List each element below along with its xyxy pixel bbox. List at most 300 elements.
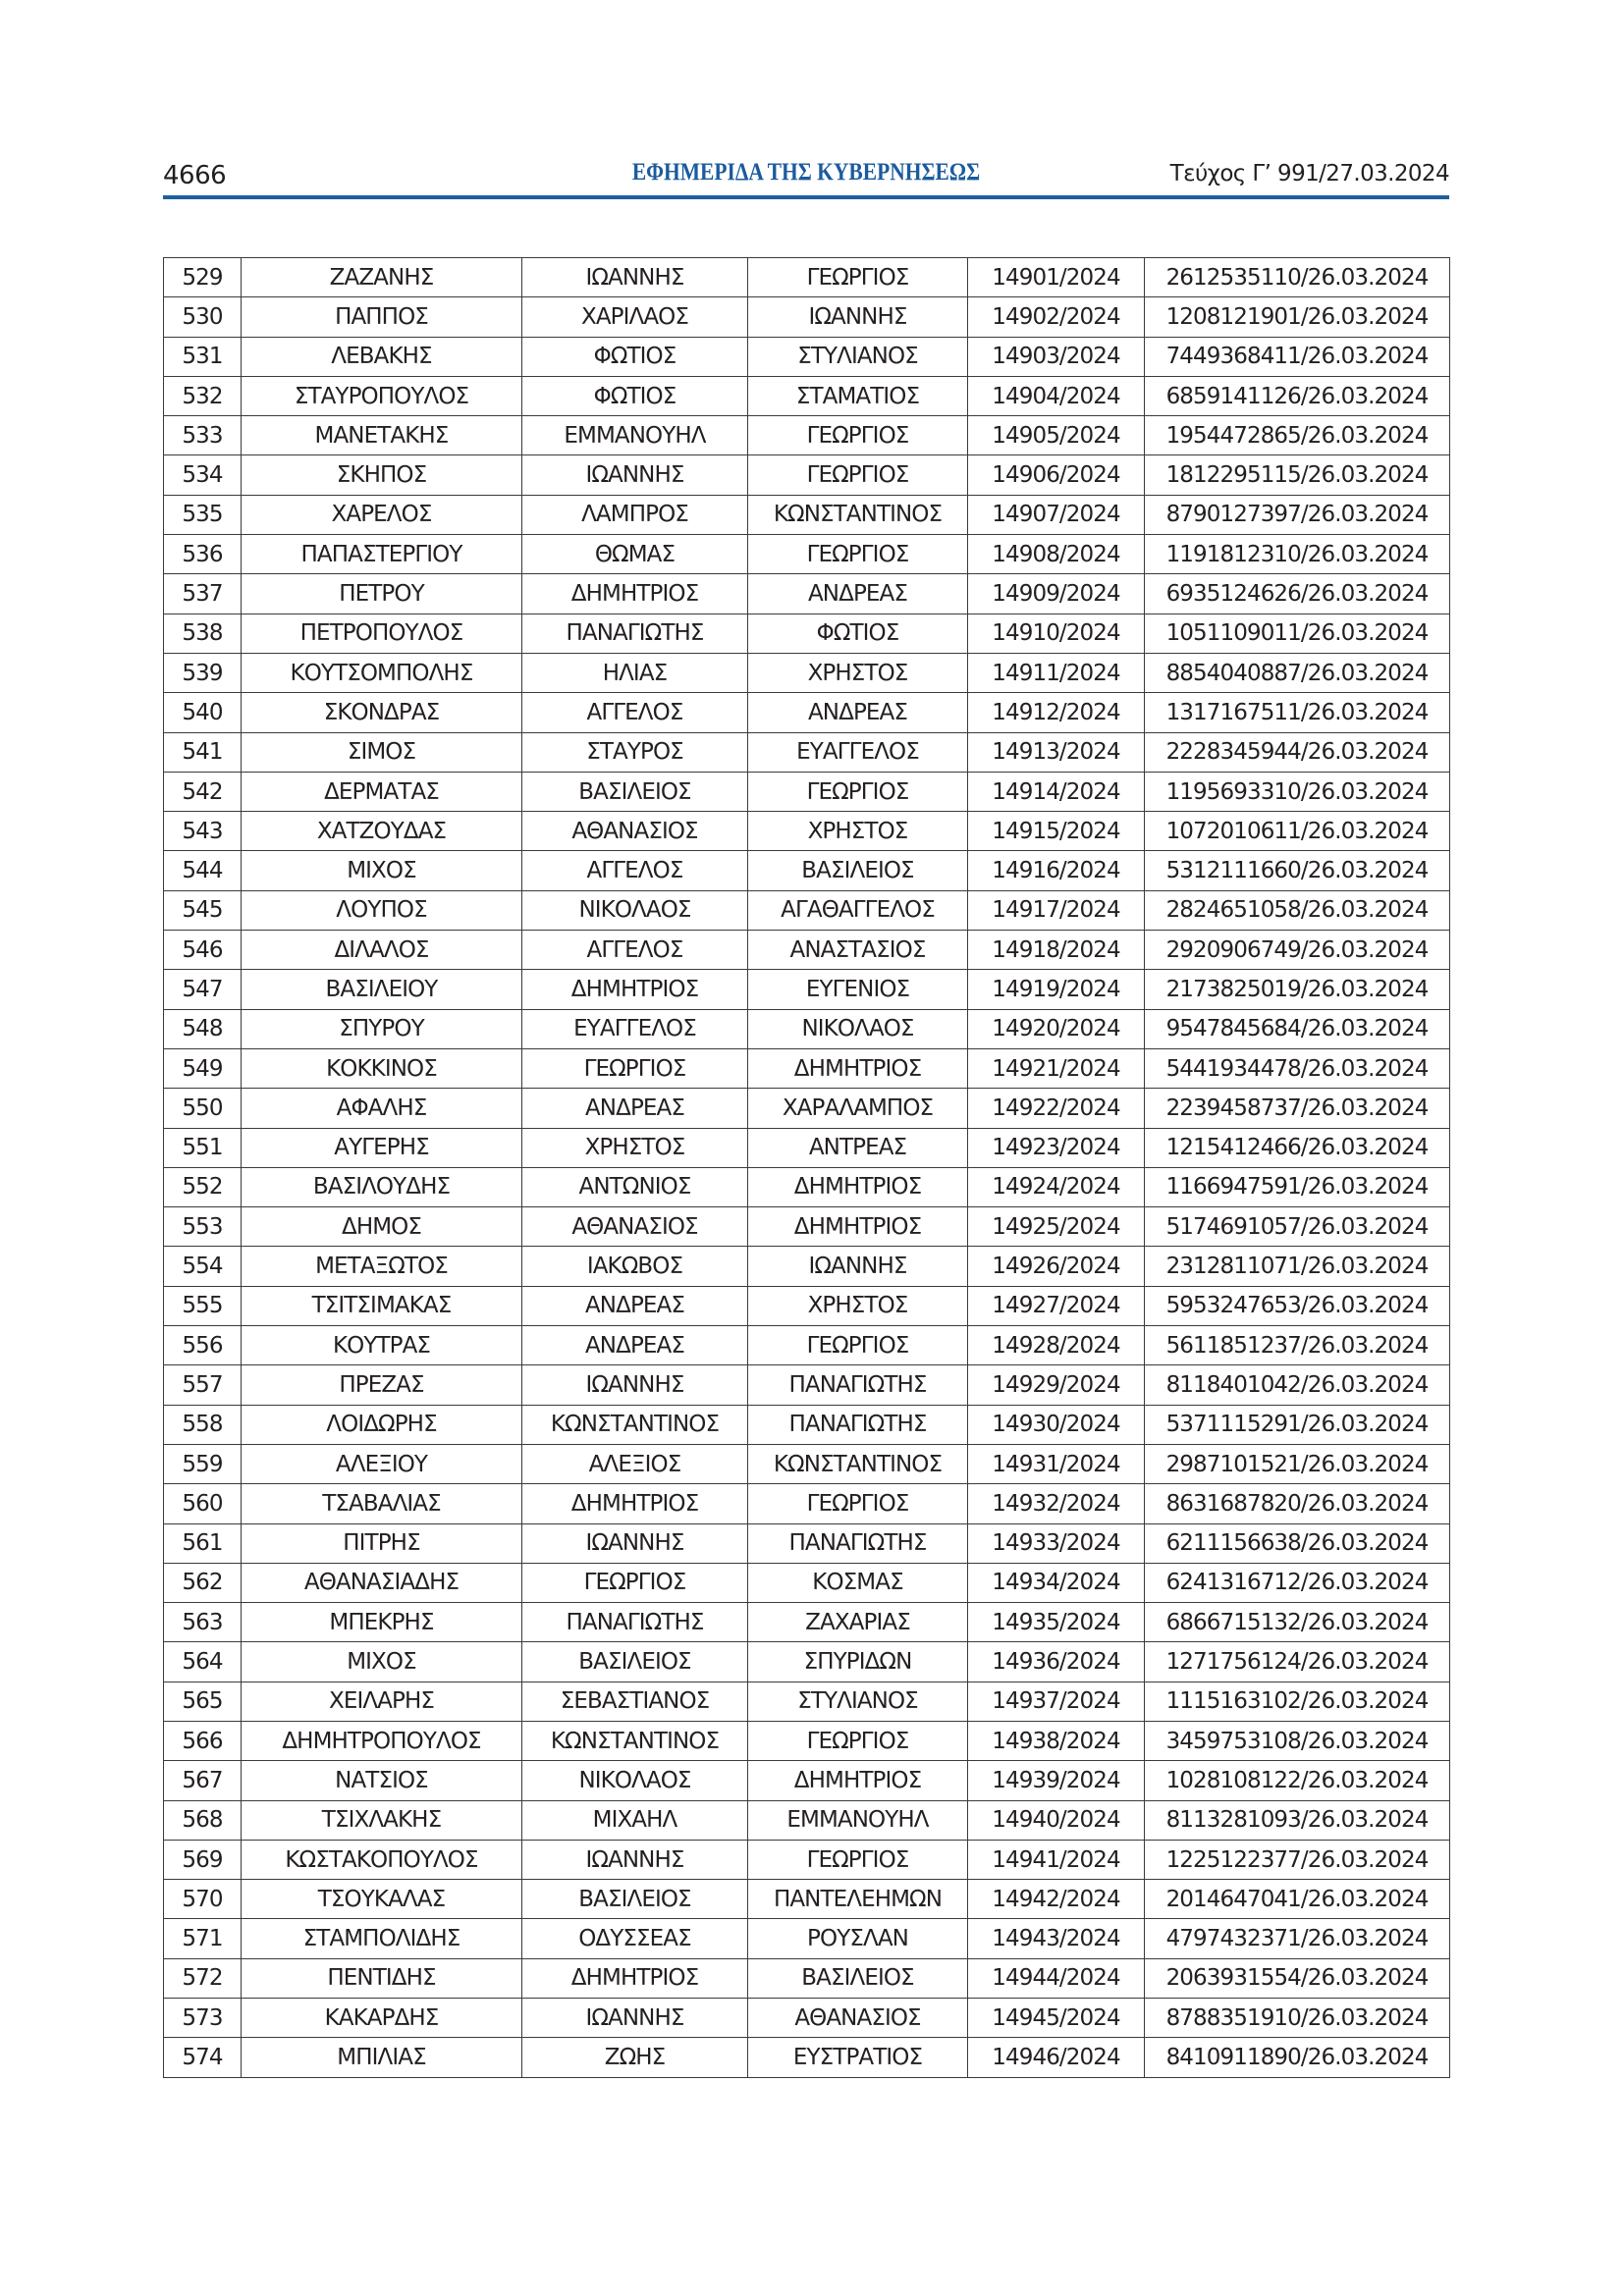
- reference-code-cell: 2312811071/26.03.2024: [1145, 1247, 1450, 1286]
- row-number-cell: 563: [164, 1603, 242, 1642]
- father-name-cell: ΚΩΝΣΤΑΝΤΙΝΟΣ: [748, 495, 968, 534]
- table-row: [164, 812, 1450, 851]
- surname-cell: ΠΑΠΠΟΣ: [242, 297, 522, 337]
- row-number-cell: 570: [164, 1880, 242, 1919]
- surname-cell: ΠΕΤΡΟΠΟΥΛΟΣ: [242, 614, 522, 653]
- reference-code-cell: 1271756124/26.03.2024: [1145, 1642, 1450, 1682]
- first-name-cell: ΠΑΝΑΓΙΩΤΗΣ: [522, 614, 748, 653]
- reference-code-cell: 5611851237/26.03.2024: [1145, 1326, 1450, 1365]
- first-name-cell: ΑΘΑΝΑΣΙΟΣ: [522, 1207, 748, 1247]
- row-number-cell: 566: [164, 1721, 242, 1760]
- table-row: [164, 851, 1450, 890]
- protocol-number-cell: 14908/2024: [968, 535, 1145, 574]
- surname-cell: ΜΙΧΟΣ: [242, 1642, 522, 1682]
- table-row: [164, 297, 1450, 337]
- row-number-cell: 565: [164, 1682, 242, 1721]
- first-name-cell: ΘΩΜΑΣ: [522, 535, 748, 574]
- protocol-number-cell: 14944/2024: [968, 1958, 1145, 1998]
- first-name-cell: ΙΩΑΝΝΗΣ: [522, 455, 748, 495]
- row-number-cell: 538: [164, 614, 242, 653]
- table-row: [164, 1603, 1450, 1642]
- protocol-number-cell: 14926/2024: [968, 1247, 1145, 1286]
- surname-cell: ΜΠΕΚΡΗΣ: [242, 1603, 522, 1642]
- row-number-cell: 541: [164, 732, 242, 772]
- protocol-number-cell: 14932/2024: [968, 1484, 1145, 1523]
- surname-cell: ΜΕΤΑΞΩΤΟΣ: [242, 1247, 522, 1286]
- father-name-cell: ΑΝΑΣΤΑΣΙΟΣ: [748, 931, 968, 970]
- surname-cell: ΣΠΥΡΟΥ: [242, 1009, 522, 1048]
- reference-code-cell: 2228345944/26.03.2024: [1145, 732, 1450, 772]
- row-number-cell: 545: [164, 890, 242, 930]
- protocol-number-cell: 14940/2024: [968, 1800, 1145, 1840]
- first-name-cell: ΔΗΜΗΤΡΙΟΣ: [522, 970, 748, 1009]
- table-row: [164, 1247, 1450, 1286]
- table-row: [164, 416, 1450, 455]
- first-name-cell: ΙΩΑΝΝΗΣ: [522, 1365, 748, 1405]
- row-number-cell: 571: [164, 1919, 242, 1958]
- father-name-cell: ΓΕΩΡΓΙΟΣ: [748, 772, 968, 811]
- table-row: [164, 1167, 1450, 1206]
- row-number-cell: 558: [164, 1405, 242, 1444]
- protocol-number-cell: 14905/2024: [968, 416, 1145, 455]
- first-name-cell: ΔΗΜΗΤΡΙΟΣ: [522, 574, 748, 614]
- reference-code-cell: 2063931554/26.03.2024: [1145, 1958, 1450, 1998]
- surname-cell: ΣΤΑΥΡΟΠΟΥΛΟΣ: [242, 376, 522, 415]
- table-row: [164, 653, 1450, 692]
- father-name-cell: ΓΕΩΡΓΙΟΣ: [748, 1721, 968, 1760]
- table-row: [164, 1642, 1450, 1682]
- first-name-cell: ΑΘΑΝΑΣΙΟΣ: [522, 812, 748, 851]
- protocol-number-cell: 14923/2024: [968, 1128, 1145, 1167]
- reference-code-cell: 1072010611/26.03.2024: [1145, 812, 1450, 851]
- first-name-cell: ΒΑΣΙΛΕΙΟΣ: [522, 1880, 748, 1919]
- reference-code-cell: 8790127397/26.03.2024: [1145, 495, 1450, 534]
- reference-code-cell: 5371115291/26.03.2024: [1145, 1405, 1450, 1444]
- protocol-number-cell: 14931/2024: [968, 1444, 1145, 1483]
- row-number-cell: 552: [164, 1167, 242, 1206]
- surname-cell: ΠΕΤΡΟΥ: [242, 574, 522, 614]
- first-name-cell: ΦΩΤΙΟΣ: [522, 337, 748, 376]
- father-name-cell: ΠΑΝΑΓΙΩΤΗΣ: [748, 1365, 968, 1405]
- father-name-cell: ΠΑΝΑΓΙΩΤΗΣ: [748, 1405, 968, 1444]
- protocol-number-cell: 14935/2024: [968, 1603, 1145, 1642]
- row-number-cell: 530: [164, 297, 242, 337]
- table-row: [164, 1326, 1450, 1365]
- protocol-number-cell: 14904/2024: [968, 376, 1145, 415]
- table-row: [164, 1523, 1450, 1563]
- father-name-cell: ΓΕΩΡΓΙΟΣ: [748, 1840, 968, 1879]
- row-number-cell: 549: [164, 1048, 242, 1088]
- protocol-number-cell: 14909/2024: [968, 574, 1145, 614]
- row-number-cell: 544: [164, 851, 242, 890]
- surname-cell: ΛΕΒΑΚΗΣ: [242, 337, 522, 376]
- protocol-number-cell: 14946/2024: [968, 2038, 1145, 2077]
- row-number-cell: 534: [164, 455, 242, 495]
- reference-code-cell: 6866715132/26.03.2024: [1145, 1603, 1450, 1642]
- first-name-cell: ΖΩΗΣ: [522, 2038, 748, 2077]
- father-name-cell: ΒΑΣΙΛΕΙΟΣ: [748, 851, 968, 890]
- protocol-number-cell: 14903/2024: [968, 337, 1145, 376]
- reference-code-cell: 1195693310/26.03.2024: [1145, 772, 1450, 811]
- first-name-cell: ΑΝΔΡΕΑΣ: [522, 1089, 748, 1128]
- protocol-number-cell: 14928/2024: [968, 1326, 1145, 1365]
- page-header: [163, 157, 1449, 198]
- father-name-cell: ΑΝΔΡΕΑΣ: [748, 693, 968, 732]
- row-number-cell: 536: [164, 535, 242, 574]
- row-number-cell: 572: [164, 1958, 242, 1998]
- father-name-cell: ΓΕΩΡΓΙΟΣ: [748, 416, 968, 455]
- protocol-number-cell: 14934/2024: [968, 1563, 1145, 1602]
- first-name-cell: ΣΤΑΥΡΟΣ: [522, 732, 748, 772]
- reference-code-cell: 8854040887/26.03.2024: [1145, 653, 1450, 692]
- reference-code-cell: 1115163102/26.03.2024: [1145, 1682, 1450, 1721]
- protocol-number-cell: 14941/2024: [968, 1840, 1145, 1879]
- surname-cell: ΑΘΑΝΑΣΙΑΔΗΣ: [242, 1563, 522, 1602]
- protocol-number-cell: 14906/2024: [968, 455, 1145, 495]
- surname-cell: ΠΑΠΑΣΤΕΡΓΙΟΥ: [242, 535, 522, 574]
- reference-code-cell: 6859141126/26.03.2024: [1145, 376, 1450, 415]
- father-name-cell: ΣΤΥΛΙΑΝΟΣ: [748, 337, 968, 376]
- protocol-number-cell: 14930/2024: [968, 1405, 1145, 1444]
- surname-cell: ΠΡΕΖΑΣ: [242, 1365, 522, 1405]
- reference-code-cell: 2239458737/26.03.2024: [1145, 1089, 1450, 1128]
- surname-cell: ΔΗΜΟΣ: [242, 1207, 522, 1247]
- surname-cell: ΜΠΙΛΙΑΣ: [242, 2038, 522, 2077]
- table-row: [164, 1880, 1450, 1919]
- table-row: [164, 693, 1450, 732]
- father-name-cell: ΒΑΣΙΛΕΙΟΣ: [748, 1958, 968, 1998]
- surname-cell: ΜΙΧΟΣ: [242, 851, 522, 890]
- reference-code-cell: 1191812310/26.03.2024: [1145, 535, 1450, 574]
- surname-cell: ΚΟΥΤΣΟΜΠΟΛΗΣ: [242, 653, 522, 692]
- protocol-number-cell: 14945/2024: [968, 1999, 1145, 2038]
- surname-cell: ΝΑΤΣΙΟΣ: [242, 1761, 522, 1800]
- protocol-number-cell: 14938/2024: [968, 1721, 1145, 1760]
- protocol-number-cell: 14916/2024: [968, 851, 1145, 890]
- father-name-cell: ΚΩΝΣΤΑΝΤΙΝΟΣ: [748, 1444, 968, 1483]
- table-row: [164, 614, 1450, 653]
- protocol-number-cell: 14936/2024: [968, 1642, 1145, 1682]
- row-number-cell: 569: [164, 1840, 242, 1879]
- first-name-cell: ΑΝΔΡΕΑΣ: [522, 1326, 748, 1365]
- first-name-cell: ΝΙΚΟΛΑΟΣ: [522, 890, 748, 930]
- reference-code-cell: 8788351910/26.03.2024: [1145, 1999, 1450, 2038]
- reference-code-cell: 5312111660/26.03.2024: [1145, 851, 1450, 890]
- surname-cell: ΛΟΥΠΟΣ: [242, 890, 522, 930]
- protocol-number-cell: 14925/2024: [968, 1207, 1145, 1247]
- table-row: [164, 1682, 1450, 1721]
- surname-cell: ΒΑΣΙΛΕΙΟΥ: [242, 970, 522, 1009]
- protocol-number-cell: 14919/2024: [968, 970, 1145, 1009]
- records-table-body: [164, 258, 1450, 2078]
- row-number-cell: 551: [164, 1128, 242, 1167]
- father-name-cell: ΔΗΜΗΤΡΙΟΣ: [748, 1167, 968, 1206]
- surname-cell: ΚΟΚΚΙΝΟΣ: [242, 1048, 522, 1088]
- first-name-cell: ΙΑΚΩΒΟΣ: [522, 1247, 748, 1286]
- first-name-cell: ΛΑΜΠΡΟΣ: [522, 495, 748, 534]
- table-row: [164, 1207, 1450, 1247]
- protocol-number-cell: 14937/2024: [968, 1682, 1145, 1721]
- father-name-cell: ΓΕΩΡΓΙΟΣ: [748, 1484, 968, 1523]
- table-row: [164, 258, 1450, 297]
- reference-code-cell: 8118401042/26.03.2024: [1145, 1365, 1450, 1405]
- father-name-cell: ΓΕΩΡΓΙΟΣ: [748, 535, 968, 574]
- father-name-cell: ΑΘΑΝΑΣΙΟΣ: [748, 1999, 968, 2038]
- father-name-cell: ΓΕΩΡΓΙΟΣ: [748, 258, 968, 297]
- first-name-cell: ΠΑΝΑΓΙΩΤΗΣ: [522, 1603, 748, 1642]
- surname-cell: ΤΣΙΤΣΙΜΑΚΑΣ: [242, 1286, 522, 1325]
- father-name-cell: ΧΡΗΣΤΟΣ: [748, 1286, 968, 1325]
- father-name-cell: ΕΜΜΑΝΟΥΗΛ: [748, 1800, 968, 1840]
- father-name-cell: ΦΩΤΙΟΣ: [748, 614, 968, 653]
- first-name-cell: ΑΝΔΡΕΑΣ: [522, 1286, 748, 1325]
- row-number-cell: 553: [164, 1207, 242, 1247]
- row-number-cell: 539: [164, 653, 242, 692]
- reference-code-cell: 8113281093/26.03.2024: [1145, 1800, 1450, 1840]
- reference-code-cell: 3459753108/26.03.2024: [1145, 1721, 1450, 1760]
- father-name-cell: ΝΙΚΟΛΑΟΣ: [748, 1009, 968, 1048]
- reference-code-cell: 6241316712/26.03.2024: [1145, 1563, 1450, 1602]
- row-number-cell: 574: [164, 2038, 242, 2077]
- row-number-cell: 535: [164, 495, 242, 534]
- protocol-number-cell: 14927/2024: [968, 1286, 1145, 1325]
- table-row: [164, 1089, 1450, 1128]
- row-number-cell: 573: [164, 1999, 242, 2038]
- surname-cell: ΚΩΣΤΑΚΟΠΟΥΛΟΣ: [242, 1840, 522, 1879]
- row-number-cell: 568: [164, 1800, 242, 1840]
- protocol-number-cell: 14920/2024: [968, 1009, 1145, 1048]
- reference-code-cell: 5441934478/26.03.2024: [1145, 1048, 1450, 1088]
- table-row: [164, 495, 1450, 534]
- reference-code-cell: 5174691057/26.03.2024: [1145, 1207, 1450, 1247]
- surname-cell: ΧΑΡΕΛΟΣ: [242, 495, 522, 534]
- surname-cell: ΔΕΡΜΑΤΑΣ: [242, 772, 522, 811]
- row-number-cell: 546: [164, 931, 242, 970]
- first-name-cell: ΕΜΜΑΝΟΥΗΛ: [522, 416, 748, 455]
- father-name-cell: ΑΝΔΡΕΑΣ: [748, 574, 968, 614]
- table-row: [164, 455, 1450, 495]
- surname-cell: ΠΙΤΡΗΣ: [242, 1523, 522, 1563]
- father-name-cell: ΖΑΧΑΡΙΑΣ: [748, 1603, 968, 1642]
- row-number-cell: 559: [164, 1444, 242, 1483]
- first-name-cell: ΣΕΒΑΣΤΙΑΝΟΣ: [522, 1682, 748, 1721]
- first-name-cell: ΑΓΓΕΛΟΣ: [522, 693, 748, 732]
- father-name-cell: ΙΩΑΝΝΗΣ: [748, 1247, 968, 1286]
- reference-code-cell: 7449368411/26.03.2024: [1145, 337, 1450, 376]
- protocol-number-cell: 14911/2024: [968, 653, 1145, 692]
- first-name-cell: ΧΑΡΙΛΑΟΣ: [522, 297, 748, 337]
- table-row: [164, 772, 1450, 811]
- surname-cell: ΜΑΝΕΤΑΚΗΣ: [242, 416, 522, 455]
- father-name-cell: ΕΥΓΕΝΙΟΣ: [748, 970, 968, 1009]
- reference-code-cell: 5953247653/26.03.2024: [1145, 1286, 1450, 1325]
- reference-code-cell: 8410911890/26.03.2024: [1145, 2038, 1450, 2077]
- father-name-cell: ΔΗΜΗΤΡΙΟΣ: [748, 1761, 968, 1800]
- protocol-number-cell: 14910/2024: [968, 614, 1145, 653]
- reference-code-cell: 9547845684/26.03.2024: [1145, 1009, 1450, 1048]
- protocol-number-cell: 14943/2024: [968, 1919, 1145, 1958]
- surname-cell: ΚΟΥΤΡΑΣ: [242, 1326, 522, 1365]
- first-name-cell: ΙΩΑΝΝΗΣ: [522, 1999, 748, 2038]
- father-name-cell: ΠΑΝΑΓΙΩΤΗΣ: [748, 1523, 968, 1563]
- reference-code-cell: 1166947591/26.03.2024: [1145, 1167, 1450, 1206]
- reference-code-cell: 1317167511/26.03.2024: [1145, 693, 1450, 732]
- records-table: [163, 257, 1450, 2078]
- first-name-cell: ΜΙΧΑΗΛ: [522, 1800, 748, 1840]
- protocol-number-cell: 14913/2024: [968, 732, 1145, 772]
- reference-code-cell: 1954472865/26.03.2024: [1145, 416, 1450, 455]
- table-row: [164, 1840, 1450, 1879]
- first-name-cell: ΕΥΑΓΓΕΛΟΣ: [522, 1009, 748, 1048]
- protocol-number-cell: 14922/2024: [968, 1089, 1145, 1128]
- table-row: [164, 1761, 1450, 1800]
- protocol-number-cell: 14914/2024: [968, 772, 1145, 811]
- reference-code-cell: 4797432371/26.03.2024: [1145, 1919, 1450, 1958]
- first-name-cell: ΓΕΩΡΓΙΟΣ: [522, 1048, 748, 1088]
- protocol-number-cell: 14942/2024: [968, 1880, 1145, 1919]
- surname-cell: ΧΑΤΖΟΥΔΑΣ: [242, 812, 522, 851]
- masthead-title: ΕΦΗΜΕΡΙΔΑ ΤΗΣ ΚΥΒΕΡΝΗΣΕΩΣ: [631, 159, 981, 186]
- reference-code-cell: 6211156638/26.03.2024: [1145, 1523, 1450, 1563]
- row-number-cell: 561: [164, 1523, 242, 1563]
- protocol-number-cell: 14933/2024: [968, 1523, 1145, 1563]
- first-name-cell: ΚΩΝΣΤΑΝΤΙΝΟΣ: [522, 1721, 748, 1760]
- father-name-cell: ΑΓΑΘΑΓΓΕΛΟΣ: [748, 890, 968, 930]
- table-row: [164, 1999, 1450, 2038]
- reference-code-cell: 2173825019/26.03.2024: [1145, 970, 1450, 1009]
- table-row: [164, 732, 1450, 772]
- surname-cell: ΑΛΕΞΙΟΥ: [242, 1444, 522, 1483]
- table-row: [164, 1048, 1450, 1088]
- father-name-cell: ΕΥΣΤΡΑΤΙΟΣ: [748, 2038, 968, 2077]
- first-name-cell: ΙΩΑΝΝΗΣ: [522, 1523, 748, 1563]
- table-row: [164, 1721, 1450, 1760]
- surname-cell: ΒΑΣΙΛΟΥΔΗΣ: [242, 1167, 522, 1206]
- table-row: [164, 1444, 1450, 1483]
- reference-code-cell: 1225122377/26.03.2024: [1145, 1840, 1450, 1879]
- protocol-number-cell: 14912/2024: [968, 693, 1145, 732]
- father-name-cell: ΙΩΑΝΝΗΣ: [748, 297, 968, 337]
- row-number-cell: 529: [164, 258, 242, 297]
- father-name-cell: ΧΑΡΑΛΑΜΠΟΣ: [748, 1089, 968, 1128]
- reference-code-cell: 1215412466/26.03.2024: [1145, 1128, 1450, 1167]
- surname-cell: ΑΥΓΕΡΗΣ: [242, 1128, 522, 1167]
- table-row: [164, 574, 1450, 614]
- table-row: [164, 890, 1450, 930]
- reference-code-cell: 8631687820/26.03.2024: [1145, 1484, 1450, 1523]
- father-name-cell: ΕΥΑΓΓΕΛΟΣ: [748, 732, 968, 772]
- table-row: [164, 1958, 1450, 1998]
- first-name-cell: ΔΗΜΗΤΡΙΟΣ: [522, 1484, 748, 1523]
- table-row: [164, 1128, 1450, 1167]
- reference-code-cell: 2014647041/26.03.2024: [1145, 1880, 1450, 1919]
- table-row: [164, 1563, 1450, 1602]
- table-row: [164, 2038, 1450, 2077]
- protocol-number-cell: 14902/2024: [968, 297, 1145, 337]
- table-row: [164, 1009, 1450, 1048]
- protocol-number-cell: 14921/2024: [968, 1048, 1145, 1088]
- reference-code-cell: 1208121901/26.03.2024: [1145, 297, 1450, 337]
- first-name-cell: ΦΩΤΙΟΣ: [522, 376, 748, 415]
- father-name-cell: ΧΡΗΣΤΟΣ: [748, 812, 968, 851]
- table-row: [164, 1286, 1450, 1325]
- row-number-cell: 560: [164, 1484, 242, 1523]
- row-number-cell: 542: [164, 772, 242, 811]
- father-name-cell: ΑΝΤΡΕΑΣ: [748, 1128, 968, 1167]
- protocol-number-cell: 14929/2024: [968, 1365, 1145, 1405]
- first-name-cell: ΗΛΙΑΣ: [522, 653, 748, 692]
- father-name-cell: ΓΕΩΡΓΙΟΣ: [748, 1326, 968, 1365]
- issue-reference: Τεύχος Γ’ 991/27.03.2024: [1169, 161, 1449, 187]
- row-number-cell: 543: [164, 812, 242, 851]
- first-name-cell: ΙΩΑΝΝΗΣ: [522, 1840, 748, 1879]
- first-name-cell: ΝΙΚΟΛΑΟΣ: [522, 1761, 748, 1800]
- reference-code-cell: 2920906749/26.03.2024: [1145, 931, 1450, 970]
- table-row: [164, 535, 1450, 574]
- surname-cell: ΑΦΑΛΗΣ: [242, 1089, 522, 1128]
- row-number-cell: 550: [164, 1089, 242, 1128]
- surname-cell: ΚΑΚΑΡΔΗΣ: [242, 1999, 522, 2038]
- surname-cell: ΤΣΑΒΑΛΙΑΣ: [242, 1484, 522, 1523]
- reference-code-cell: 2612535110/26.03.2024: [1145, 258, 1450, 297]
- page-number: 4666: [163, 161, 227, 190]
- surname-cell: ΣΤΑΜΠΟΛΙΔΗΣ: [242, 1919, 522, 1958]
- table-row: [164, 376, 1450, 415]
- first-name-cell: ΓΕΩΡΓΙΟΣ: [522, 1563, 748, 1602]
- father-name-cell: ΚΟΣΜΑΣ: [748, 1563, 968, 1602]
- table-row: [164, 1405, 1450, 1444]
- father-name-cell: ΧΡΗΣΤΟΣ: [748, 653, 968, 692]
- father-name-cell: ΣΠΥΡΙΔΩΝ: [748, 1642, 968, 1682]
- row-number-cell: 531: [164, 337, 242, 376]
- first-name-cell: ΚΩΝΣΤΑΝΤΙΝΟΣ: [522, 1405, 748, 1444]
- first-name-cell: ΙΩΑΝΝΗΣ: [522, 258, 748, 297]
- row-number-cell: 540: [164, 693, 242, 732]
- protocol-number-cell: 14939/2024: [968, 1761, 1145, 1800]
- row-number-cell: 548: [164, 1009, 242, 1048]
- row-number-cell: 533: [164, 416, 242, 455]
- protocol-number-cell: 14915/2024: [968, 812, 1145, 851]
- reference-code-cell: 6935124626/26.03.2024: [1145, 574, 1450, 614]
- row-number-cell: 532: [164, 376, 242, 415]
- first-name-cell: ΑΝΤΩΝΙΟΣ: [522, 1167, 748, 1206]
- table-row: [164, 337, 1450, 376]
- father-name-cell: ΓΕΩΡΓΙΟΣ: [748, 455, 968, 495]
- first-name-cell: ΔΗΜΗΤΡΙΟΣ: [522, 1958, 748, 1998]
- row-number-cell: 556: [164, 1326, 242, 1365]
- table-row: [164, 1919, 1450, 1958]
- table-row: [164, 931, 1450, 970]
- father-name-cell: ΠΑΝΤΕΛΕΗΜΩΝ: [748, 1880, 968, 1919]
- surname-cell: ΖΑΖΑΝΗΣ: [242, 258, 522, 297]
- father-name-cell: ΡΟΥΣΛΑΝ: [748, 1919, 968, 1958]
- surname-cell: ΣΚΟΝΔΡΑΣ: [242, 693, 522, 732]
- protocol-number-cell: 14924/2024: [968, 1167, 1145, 1206]
- surname-cell: ΠΕΝΤΙΔΗΣ: [242, 1958, 522, 1998]
- father-name-cell: ΔΗΜΗΤΡΙΟΣ: [748, 1048, 968, 1088]
- father-name-cell: ΔΗΜΗΤΡΙΟΣ: [748, 1207, 968, 1247]
- father-name-cell: ΣΤΥΛΙΑΝΟΣ: [748, 1682, 968, 1721]
- row-number-cell: 567: [164, 1761, 242, 1800]
- table-row: [164, 970, 1450, 1009]
- protocol-number-cell: 14918/2024: [968, 931, 1145, 970]
- father-name-cell: ΣΤΑΜΑΤΙΟΣ: [748, 376, 968, 415]
- reference-code-cell: 1812295115/26.03.2024: [1145, 455, 1450, 495]
- table-row: [164, 1484, 1450, 1523]
- first-name-cell: ΒΑΣΙΛΕΙΟΣ: [522, 772, 748, 811]
- first-name-cell: ΑΛΕΞΙΟΣ: [522, 1444, 748, 1483]
- surname-cell: ΤΣΙΧΛΑΚΗΣ: [242, 1800, 522, 1840]
